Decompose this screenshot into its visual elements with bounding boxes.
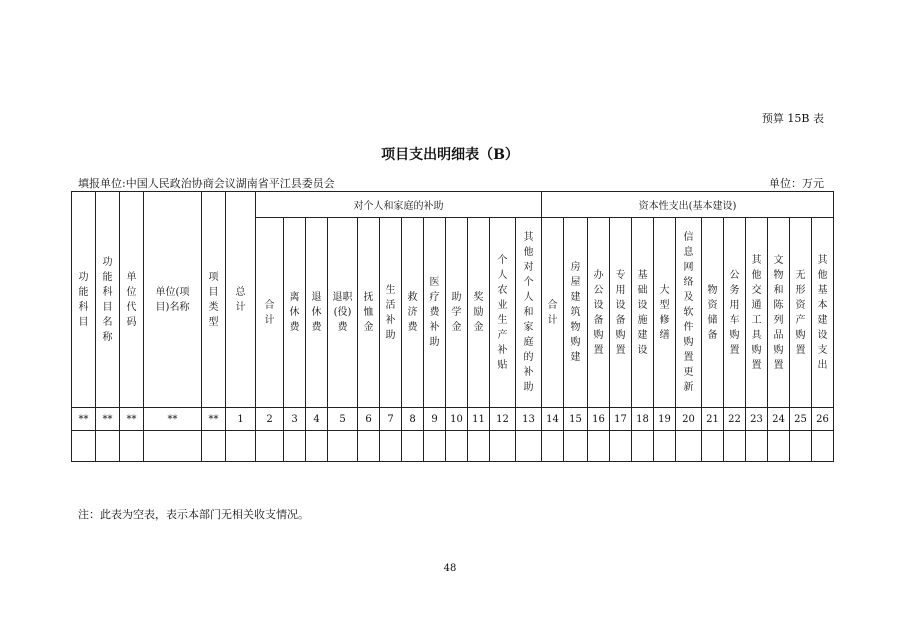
col-special-equipment: 专 用 设 备 购 置 [610,218,632,408]
column-number-cell: 25 [790,408,812,431]
column-number-cell: 8 [402,408,424,431]
table-cell [446,431,468,462]
column-number-cell: 18 [632,408,654,431]
col-func-name: 功 能 科 目 名 称 [96,192,120,408]
col-living-subsidy: 生 活 补 助 [380,218,402,408]
col-retirement-lixiu: 离 休 费 [284,218,306,408]
col-retirement-tuixiu: 退 休 费 [306,218,328,408]
column-number-cell: 21 [702,408,724,431]
table-cell [654,431,676,462]
column-number-cell: ** [144,408,202,431]
column-number-cell: ** [96,408,120,431]
column-number-cell: 14 [542,408,564,431]
col-intangible-assets: 无 形 资 产 购 置 [790,218,812,408]
table-cell [516,431,542,462]
column-number-row [72,408,834,431]
column-number-cell: 1 [226,408,256,431]
col-material-reserve: 物 资 储 备 [702,218,724,408]
col-other-personal: 其 他 对 个 人 和 家 庭 的 补 助 [516,218,542,408]
table-cell [402,431,424,462]
table-cell [358,431,380,462]
table-cell [72,431,96,462]
footnote: 注：此表为空表，表示本部门无相关收支情况。 [78,508,309,521]
col-office-equipment: 办 公 设 备 购 置 [588,218,610,408]
col-major-repair: 大 型 修 缮 [654,218,676,408]
table-cell [790,431,812,462]
table-cell [702,431,724,462]
column-number-cell: 6 [358,408,380,431]
column-number-cell: 12 [490,408,516,431]
col-housing: 房 屋 建 筑 物 购 建 [564,218,588,408]
col-farm-subsidy: 个 人 农 业 生 产 补 贴 [490,218,516,408]
column-number-cell: 10 [446,408,468,431]
table-cell [120,431,144,462]
column-number-cell: ** [202,408,226,431]
col-total: 总 计 [226,192,256,408]
col-resignation: 退职 (役) 费 [328,218,358,408]
column-number-cell: 24 [768,408,790,431]
column-number-cell: 23 [746,408,768,431]
group-capital-expenditure: 资本性支出(基本建设) [542,192,834,218]
table-cell [812,431,834,462]
col-project-type: 项 目 类 型 [202,192,226,408]
col-other-transport: 其 他 交 通 工 具 购 置 [746,218,768,408]
table-cell [610,431,632,462]
column-number-cell: 4 [306,408,328,431]
table-cell [424,431,446,462]
col-func-code: 功 能 科 目 [72,192,96,408]
table-cell [306,431,328,462]
table-cell [542,431,564,462]
column-number-cell: 11 [468,408,490,431]
col-official-car: 公 务 用 车 购 置 [724,218,746,408]
col-unit-name: 单位(项 目)名称 [144,192,202,408]
table-cell [226,431,256,462]
filler-unit-label: 填报单位:中国人民政治协商会议湖南省平江县委员会 [78,177,335,190]
col-it-software: 信 息 网 络 及 软 件 购 置 更 新 [676,218,702,408]
table-cell [724,431,746,462]
col-infrastructure: 基 础 设 施 建 设 [632,218,654,408]
expenditure-detail-table [71,191,834,462]
column-number-cell: 13 [516,408,542,431]
col-study-grant: 助 学 金 [446,218,468,408]
col-unit-code: 单 位 代 码 [120,192,144,408]
table-cell [144,431,202,462]
table-cell [768,431,790,462]
column-number-cell: 3 [284,408,306,431]
table-container [71,191,834,462]
currency-unit-label: 单位：万元 [769,177,824,190]
column-number-cell: ** [120,408,144,431]
table-cell [256,431,284,462]
column-number-cell: 15 [564,408,588,431]
column-number-cell: 22 [724,408,746,431]
table-cell [632,431,654,462]
column-number-cell: ** [72,408,96,431]
column-number-cell: 20 [676,408,702,431]
col-artifacts: 文 物 和 陈 列 品 购 置 [768,218,790,408]
column-number-cell: 19 [654,408,676,431]
col-medical-subsidy: 医 疗 费 补 助 [424,218,446,408]
table-cell [284,431,306,462]
budget-form-tag: 预算 15B 表 [761,112,824,125]
column-number-cell: 9 [424,408,446,431]
col-pension: 抚 恤 金 [358,218,380,408]
column-number-cell: 16 [588,408,610,431]
table-cell [588,431,610,462]
table-cell [380,431,402,462]
group-personal-subsidy: 对个人和家庭的补助 [256,192,542,218]
column-number-cell: 17 [610,408,632,431]
col-capital-total: 合 计 [542,218,564,408]
col-personal-total: 合 计 [256,218,284,408]
column-number-cell: 26 [812,408,834,431]
column-number-cell: 7 [380,408,402,431]
column-number-cell: 2 [256,408,284,431]
page-title: 项目支出明细表（B） [381,147,519,163]
empty-data-row [72,431,834,462]
col-other-construction: 其 他 基 本 建 设 支 出 [812,218,834,408]
table-cell [328,431,358,462]
page-number: 48 [443,563,457,574]
table-cell [564,431,588,462]
table-cell [676,431,702,462]
col-relief: 救 济 费 [402,218,424,408]
table-cell [96,431,120,462]
column-number-cell: 5 [328,408,358,431]
table-cell [746,431,768,462]
filler-line [78,175,824,191]
col-award: 奖 励 金 [468,218,490,408]
table-cell [202,431,226,462]
table-cell [490,431,516,462]
table-cell [468,431,490,462]
